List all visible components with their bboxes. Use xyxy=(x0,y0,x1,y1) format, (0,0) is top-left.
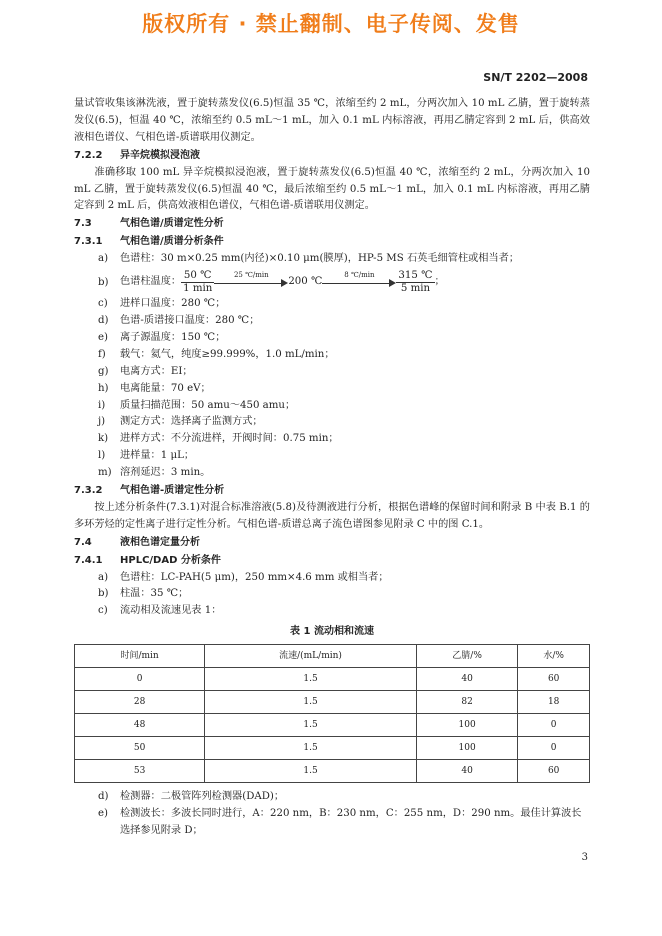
gc-temperature-program: b) 色谱柱温度： $\frac{50 ℃}{1 \min}$ 25 ℃/min 200 ℃ 8 ℃/min $\frac{315 ℃}{5 \min}$ ； xyxy=(98,270,445,295)
section-heading-7-4: 7.4 液相色谱定量分析 xyxy=(74,536,200,548)
lc-condition-item: e) 检测波长：多波长同时进行，A：220 nm，B：230 nm，C：255 nm，D：290 nm。最佳计算波长选择参见附录 D； xyxy=(98,808,582,836)
gc-condition-item: d) 色谱-质谱接口温度：280 ℃； xyxy=(98,314,260,326)
ramp-arrow-2: 8 ℃/min xyxy=(322,277,396,289)
mobile-phase-table xyxy=(74,644,590,783)
section-heading-7-4-1: 7.4.1 HPLC/DAD 分析条件 xyxy=(74,554,221,566)
table-row: 53 1.5 40 60 xyxy=(75,760,590,783)
lc-condition-item: b) 柱温：35 ℃； xyxy=(98,588,189,600)
paragraph-qualitative: 按上述分析条件(7.3.1)对混合标准溶液(5.8)及待测液进行分析，根据色谱峰的保留时间和附录 B 中表 B.1 的多环芳烃的定性离子进行定性分析。气相色谱-质谱总离子流色谱图参见附录 C 中的图 C.1。 xyxy=(74,501,590,530)
gc-condition-item: e) 离子源温度：150 ℃； xyxy=(98,331,226,343)
section-heading-7-3: 7.3 气相色谱/质谱定性分析 xyxy=(74,218,224,230)
column-header: 水/% xyxy=(518,645,590,668)
paragraph-isooctane: 准确移取 100 mL 异辛烷模拟浸泡液，置于旋转蒸发仪(6.5)恒温 40 ℃，浓缩至约 2 mL，分两次加入 10 mL 乙腈，置于旋转蒸发仪(6.5)恒温 40 ℃，最后浓缩至约 0.5 mL～1 mL，加入 0.1 mL 内标溶液，再用乙腈定容到 2 mL 后，供高效液相色谱仪，气相色谱-质谱联用仪测定。 xyxy=(74,166,590,212)
table-header-row xyxy=(75,645,590,668)
ramp-arrow-1: 25 ℃/min xyxy=(214,277,288,289)
paragraph-continued: 量试管收集该淋洗液，置于旋转蒸发仪(6.5)恒温 35 ℃，浓缩至约 2 mL，分两次加入 10 mL 乙腈，置于旋转蒸发仪(6.5)，恒温 40 ℃，浓缩至约 0.5 mL～1 mL，加入 0.1 mL 内标溶液，再用乙腈定容到 2 mL 后，供高效液相色谱仪、气相色谱-质谱联用仪测定。 xyxy=(74,98,590,143)
watermark-banner: 版权所有 · 禁止翻制、电子传阅、发售 xyxy=(142,12,520,36)
document-body xyxy=(74,96,590,840)
gc-condition-item: c) 进样口温度：280 ℃； xyxy=(98,298,226,310)
page-number: 3 xyxy=(581,852,588,863)
table-title: 表 1 流动相和流速 xyxy=(290,626,374,638)
section-heading-7-2-2: 7.2.2 异辛烷模拟浸泡液 xyxy=(74,149,200,161)
gc-condition-list xyxy=(74,296,590,482)
table-row: 48 1.5 100 0 xyxy=(75,714,590,737)
section-heading-7-3-1: 7.3.1 气相色谱/质谱分析条件 xyxy=(74,236,224,248)
gc-condition-item: m) 溶剂延迟：3 min。 xyxy=(98,467,211,479)
gc-condition-item: j) 测定方式：选择离子监测方式； xyxy=(98,416,263,428)
lc-condition-item: d) 检测器：二极管阵列检测器(DAD)； xyxy=(98,791,285,803)
gc-condition-item: h) 电离能量：70 eV； xyxy=(98,382,211,394)
table-row: 50 1.5 100 0 xyxy=(75,737,590,760)
column-header: 流速/(mL/min) xyxy=(205,645,417,668)
gc-condition-item: a) 色谱柱：30 m×0.25 mm(内径)×0.10 μm(膜厚)，HP-5 MS 石英毛细管柱或相当者； xyxy=(98,253,520,265)
lc-condition-item: a) 色谱柱：LC-PAH(5 μm)，250 mm×4.6 mm 或相当者； xyxy=(98,571,389,583)
section-heading-7-3-2: 7.3.2 气相色谱-质谱定性分析 xyxy=(74,485,225,497)
gc-condition-item: k) 进样方式：不分流进样，开阀时间：0.75 min； xyxy=(98,433,339,445)
table-row: 0 1.5 40 60 xyxy=(75,668,590,691)
temp-step-3: $\frac{315 ℃}{5 \min}$ xyxy=(398,270,433,295)
column-header: 时间/min xyxy=(75,645,205,668)
gc-condition-item: l) 进样量：1 μL； xyxy=(98,450,195,462)
lc-condition-item: c) 流动相及流速见表 1： xyxy=(98,605,222,617)
gc-condition-item: i) 质量扫描范围：50 amu～450 amu； xyxy=(98,399,296,411)
standard-code: SN/T 2202—2008 xyxy=(483,71,588,84)
temp-step-1: $\frac{50 ℃}{1 \min}$ xyxy=(183,270,213,295)
gc-condition-item: g) 电离方式：EI； xyxy=(98,365,193,377)
column-header: 乙腈/% xyxy=(416,645,517,668)
table-row: 28 1.5 82 18 xyxy=(75,691,590,714)
gc-condition-item: f) 载气：氦气，纯度≥99.999%，1.0 mL/min； xyxy=(98,348,335,360)
